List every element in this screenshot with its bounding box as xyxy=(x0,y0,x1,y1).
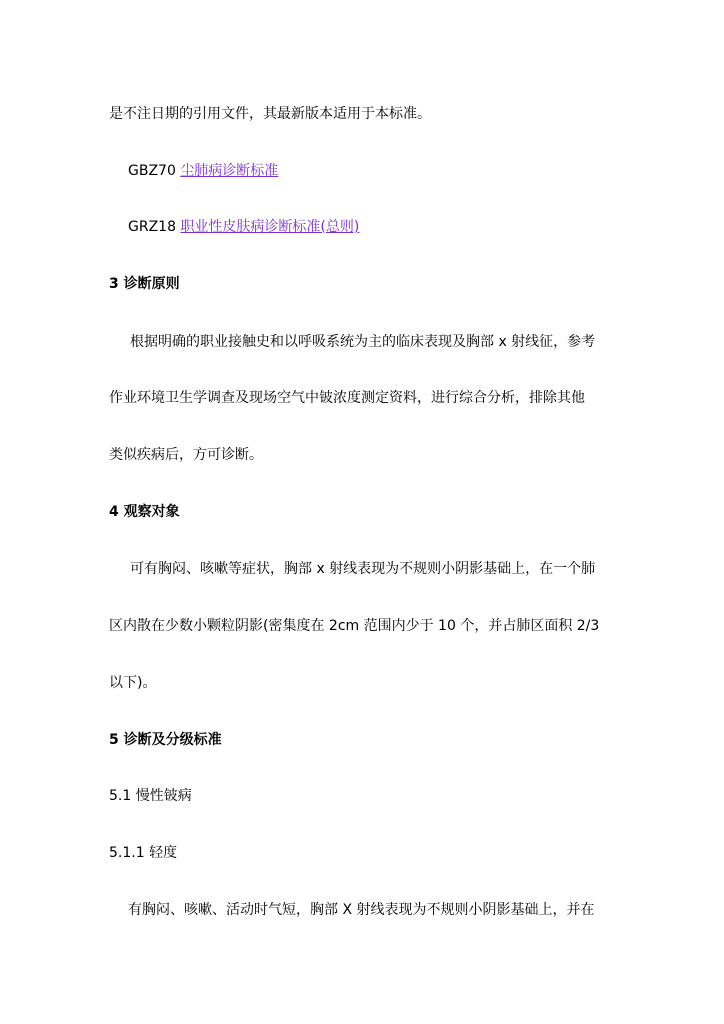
subsection-heading-5-1: 5.1 慢性铍病 xyxy=(109,788,192,804)
reference-item-gbz70 xyxy=(128,161,638,181)
paragraph-line: 可有胸闷、咳嗽等症状，胸部 x 射线表现为不规则小阴影基础上，在一个肺 xyxy=(130,561,596,577)
paragraph-line: 有胸闷、咳嗽、活动时气短，胸部 X 射线表现为不规则小阴影基础上，并在 xyxy=(128,902,595,918)
paragraph-line: 根据明确的职业接触史和以呼吸系统为主的临床表现及胸部 x 射线征，参考 xyxy=(130,334,596,350)
section-heading-4: 4 观察对象 xyxy=(109,504,180,520)
section-heading-3: 3 诊断原则 xyxy=(109,276,180,292)
reference-link-pneumoconiosis[interactable]: 尘肺病诊断标准 xyxy=(180,163,279,179)
paragraph-line: 区内散在少数小颗粒阴影(密集度在 2cm 范围内少于 10 个，并占肺区面积 2/3 xyxy=(109,618,600,634)
subsection-heading-5-1-1: 5.1.1 轻度 xyxy=(109,845,178,861)
reference-link-skin-disease[interactable]: 职业性皮肤病诊断标准(总则) xyxy=(180,219,360,235)
reference-code: GBZ70 xyxy=(128,163,176,179)
text-line: 是不注日期的引用文件，其最新版本适用于本标准。 xyxy=(109,106,431,122)
paragraph-line: 以下)。 xyxy=(109,675,157,691)
paragraph-line: 作业环境卫生学调查及现场空气中铍浓度测定资料，进行综合分析，排除其他 xyxy=(109,390,585,406)
paragraph-line: 类似疾病后，方可诊断。 xyxy=(109,447,263,463)
reference-code: GRZ18 xyxy=(128,219,176,235)
section-heading-5: 5 诊断及分级标准 xyxy=(109,732,222,748)
reference-item-grz18 xyxy=(128,217,638,237)
